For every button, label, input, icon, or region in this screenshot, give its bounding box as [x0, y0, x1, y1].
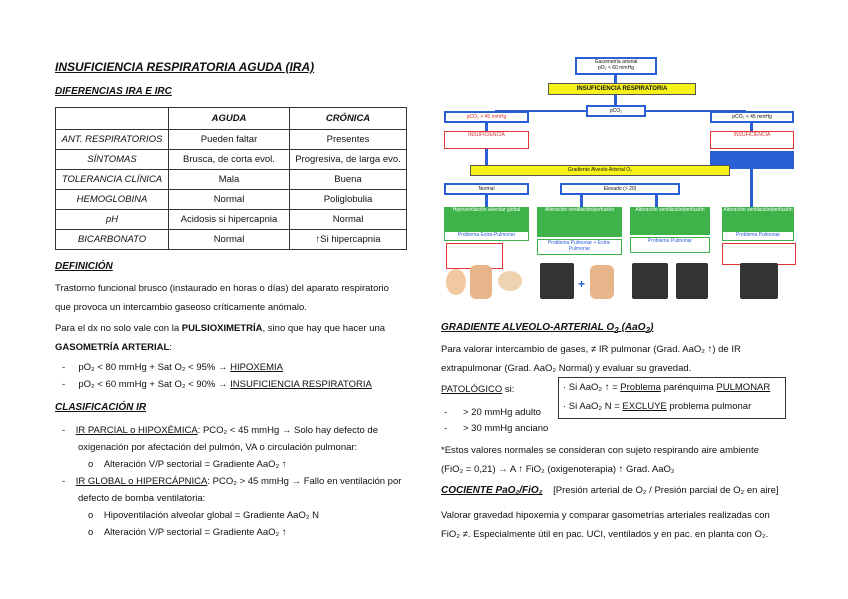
flow-result-2-sub: Problema Pulmonar + Extra-Pulmonar	[537, 239, 622, 255]
flow-arrow	[614, 95, 617, 105]
chest-xray-image	[676, 263, 708, 299]
flow-gasometria-box: Gasometría arterial pO₂ < 60 mmHg	[575, 57, 657, 75]
table-row	[56, 130, 407, 150]
list-item: - pO₂ < 60 mmHg + Sat O₂ < 90% → INSUFICIENCIA RESPIRATORIA	[62, 379, 372, 390]
table-row	[56, 190, 407, 210]
cell-cronica: Progresiva, de larga evo.	[290, 150, 407, 170]
flow-normal-box: Normal	[444, 183, 529, 195]
cell-aguda: Acidosis si hipercapnia	[169, 210, 290, 230]
flow-gradient-box: Gradiente Alveolo-Arterial O₂	[470, 165, 730, 176]
list-item: - IR PARCIAL o HIPOXÉMICA: PCO₂ < 45 mmHg → Solo hay defecto de oxigenación por afectación del pulmón, VA o circulación pulmonar: o Alteración V/P sectorial = Gradiente AaO₂ ↑ - IR GLOBAL o HIPERCÁPNICA: PCO₂ > 45 mmHg → Fallo en ventilación por defecto de bomba ventilatoria: o Hipoventilación alveolar global = Gradiente AaO₂ N o Alteración V/P sectorial = Gradiente AaO₂ ↑	[62, 425, 402, 538]
flow-main-box: INSUFICIENCIA RESPIRATORIA	[548, 83, 696, 95]
flow-pco2-box: pCO₂	[586, 105, 646, 117]
definicion-line-1: Trastorno funcional brusco (instaurado en horas o días) del aparato respiratorio	[55, 283, 389, 294]
gasometria-term: GASOMETRÍA ARTERIAL	[55, 342, 170, 353]
page-title: INSUFICIENCIA RESPIRATORIA AGUDA (IRA)	[55, 60, 315, 74]
flow-arrow	[750, 123, 753, 131]
flow-result-4: Alteración ventilación/perfusión	[722, 207, 794, 231]
flow-arrow	[485, 123, 488, 131]
row-label: TOLERANCIA CLÍNICA	[56, 170, 169, 190]
table-row	[56, 210, 407, 230]
flow-left-cond: pCO₂ > 45 mmHg	[444, 111, 529, 123]
plus-icon: +	[578, 277, 586, 291]
flow-result-4-sub: Problema Pulmonar	[722, 231, 794, 241]
cociente-heading: COCIENTE PaO₂/FiO₂	[441, 485, 543, 496]
definicion-text	[55, 279, 410, 317]
col-aguda-header: AGUDA	[169, 108, 290, 130]
definicion-heading: DEFINICIÓN	[55, 261, 113, 272]
diferencias-heading: DIFERENCIAS IRA E IRC	[55, 86, 172, 97]
patologico-label: PATOLÓGICO si:	[441, 384, 515, 395]
pulsioximetria-term: PULSIOXIMETRÍA	[181, 323, 263, 334]
cell-aguda: Normal	[169, 230, 290, 250]
row-label: SÍNTOMAS	[56, 150, 169, 170]
patient-figure-icon	[590, 265, 614, 299]
table-header-row	[56, 108, 407, 130]
flow-result-1: Hipoventilación alveolar global	[444, 207, 529, 231]
gasometria-text: Para el dx no solo vale con la PULSIOXIMETRÍA, sino que hay que hacer una GASOMETRÍA ARTERIAL:	[55, 323, 386, 353]
cell-cronica: ↑Si hipercapnia	[290, 230, 407, 250]
flow-left-box: INSUFICIENCIA	[444, 131, 529, 149]
flow-arrow	[580, 195, 583, 207]
flow-right-box: INSUFICIENCIA	[710, 131, 794, 149]
cell-cronica: Presentes	[290, 130, 407, 150]
flow-result-2: Alteración ventilación/perfusión	[537, 207, 622, 237]
cell-aguda: Brusca, de corta evol.	[169, 150, 290, 170]
patient-figure-icon	[446, 269, 466, 295]
flow-right-cond: pCO₂ < 45 mmHg	[710, 111, 794, 123]
flow-arrow	[485, 149, 488, 165]
definicion-line-2: que provoca un intercambio gaseoso críticamente anómalo.	[55, 302, 307, 313]
cociente-text: Valorar gravedad hipoxemia y comparar gasometrías arteriales realizadas con FiO₂ ≠. Especialmente útil en pac. UCI, ventilados y en pac. en planta con O₂.	[441, 510, 770, 540]
cociente-row	[441, 481, 779, 500]
patient-figure-icon	[470, 265, 492, 299]
list-item: - pO₂ < 80 mmHg + Sat O₂ < 95% → HIPOXEMIA	[62, 362, 283, 373]
gradiente-text: Para valorar intercambio de gases, ≠ IR pulmonar (Grad. AaO₂ ↑) de IR extrapulmonar (Grad. AaO₂ Normal) y evaluar su gravedad.	[441, 344, 741, 374]
flow-result-3-sub: Problema Pulmonar	[630, 237, 710, 253]
row-label: HEMOGLOBINA	[56, 190, 169, 210]
flow-note-box	[722, 243, 796, 265]
col-cronica-header: CRÓNICA	[290, 108, 407, 130]
patologico-box: · Si AaO₂ ↑ = Problema parénquima PULMONAR · Si AaO₂ N = EXCLUYE problema pulmonar	[558, 377, 786, 419]
list-item: - > 20 mmHg adulto	[444, 407, 541, 418]
table-row	[56, 170, 407, 190]
flow-result-1-sub: Problema Extra-Pulmonar	[444, 231, 529, 241]
cell-cronica: Poliglobulia	[290, 190, 407, 210]
chest-xray-image	[632, 263, 668, 299]
gradiente-note: *Estos valores normales se consideran con sujeto respirando aire ambiente (FiO₂ = 0,21) → A ↑ FiO₂ (oxigenoterapia) ↑ Grad. AaO₂	[441, 445, 759, 475]
flow-arrow	[750, 169, 753, 207]
flow-arrow	[655, 195, 658, 207]
list-item: - > 30 mmHg anciano	[444, 423, 549, 434]
cell-cronica: Normal	[290, 210, 407, 230]
cociente-formula: [Presión arterial de O₂ / Presión parcial de O₂ en aire]	[553, 485, 779, 496]
flow-arrow	[614, 75, 617, 83]
row-label: pH	[56, 210, 169, 230]
flowchart	[440, 55, 798, 305]
cell-cronica: Buena	[290, 170, 407, 190]
row-label: ANT. RESPIRATORIOS	[56, 130, 169, 150]
cell-aguda: Pueden faltar	[169, 130, 290, 150]
chest-xray-image	[540, 263, 574, 299]
table-row	[56, 150, 407, 170]
patient-figure-icon	[498, 271, 522, 291]
table-row	[56, 230, 407, 250]
row-label: BICARBONATO	[56, 230, 169, 250]
clasificacion-heading: CLASIFICACIÓN IR	[55, 402, 147, 413]
comparison-table	[55, 107, 407, 250]
flow-arrow	[485, 195, 488, 207]
flow-result-3: Alteración ventilación/perfusión	[630, 207, 710, 235]
gradiente-heading: GRADIENTE ALVEOLO-ARTERIAL $O_2$ (AaO$_2$)	[441, 322, 654, 335]
chest-xray-image	[740, 263, 778, 299]
cell-aguda: Normal	[169, 190, 290, 210]
flow-elevado-box: Elevado (> 20)	[560, 183, 680, 195]
cell-aguda: Mala	[169, 170, 290, 190]
